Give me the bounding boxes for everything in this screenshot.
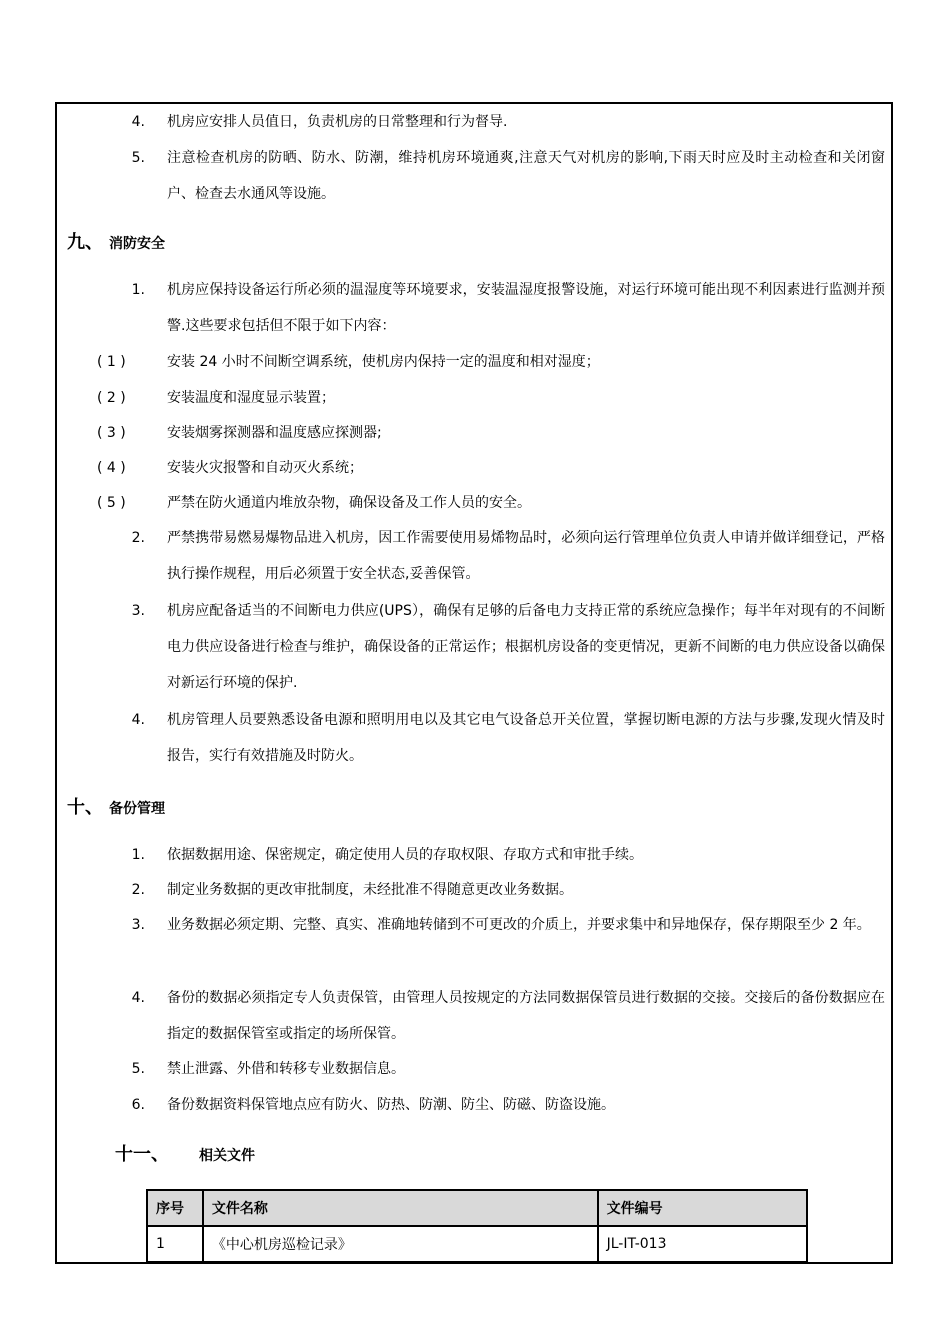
- item-number: 1.: [131, 282, 145, 298]
- subitem-text: 安装火灾报警和自动灭火系统；: [167, 460, 363, 476]
- table-cell: 1: [147, 1226, 203, 1262]
- subitem-text: 安装 24 小时不间断空调系统，使机房内保持一定的温度和相对湿度；: [167, 354, 600, 370]
- section-number: 十、: [67, 797, 103, 818]
- item-text: 注意检查机房的防晒、防水、防潮，维持机房环境通爽,注意天气对机房的影响,下雨天时应及时主动检查和关闭窗户、检查去水通风等设施。: [167, 150, 885, 202]
- item-number: 5.: [131, 150, 145, 166]
- item-text: 备份数据资料保管地点应有防火、防热、防潮、防尘、防磁、防盗设施。: [167, 1097, 615, 1113]
- subitem-text: 安装温度和湿度显示装置；: [167, 390, 335, 406]
- subitem-text: 安装烟雾探测器和温度感应探测器;: [167, 425, 382, 441]
- table-cell: JL-IT-013: [598, 1226, 807, 1262]
- document-frame: [55, 102, 893, 1264]
- item-text: 严禁携带易燃易爆物品进入机房，因工作需要使用易烯物品时，必须向运行管理单位负责人申请并做详细登记，严格执行操作规程，用后必须置于安全状态,妥善保管。: [167, 530, 885, 582]
- section-heading: [67, 228, 165, 254]
- subitem-text: 严禁在防火通道内堆放杂物，确保设备及工作人员的安全。: [167, 495, 531, 511]
- column-header: 序号: [147, 1190, 203, 1226]
- item-text: 机房应安排人员值日，负责机房的日常整理和行为督导.: [167, 114, 508, 130]
- section-number: 十一、: [115, 1144, 169, 1165]
- subitem-number: ( 3 ): [97, 425, 126, 441]
- subitem-number: ( 2 ): [97, 390, 126, 406]
- item-number: 4.: [131, 114, 145, 130]
- item-number: 4.: [131, 990, 145, 1006]
- section-number: 九、: [67, 232, 103, 253]
- column-header: 文件编号: [598, 1190, 807, 1226]
- table-row: [147, 1226, 807, 1262]
- item-number: 3.: [131, 917, 145, 933]
- table-cell: 《中心机房巡检记录》: [203, 1226, 598, 1262]
- item-number: 3.: [131, 603, 145, 619]
- item-text: 机房应保持设备运行所必须的温湿度等环境要求，安装温湿度报警设施，对运行环境可能出现不利因素进行监测并预警.这些要求包括但不限于如下内容：: [167, 282, 885, 334]
- item-text: 机房管理人员要熟悉设备电源和照明用电以及其它电气设备总开关位置，掌握切断电源的方法与步骤,发现火情及时报告，实行有效措施及时防火。: [167, 712, 885, 764]
- item-number: 6.: [131, 1097, 145, 1113]
- item-text: 制定业务数据的更改审批制度，未经批准不得随意更改业务数据。: [167, 882, 573, 898]
- table-header-row: [147, 1190, 807, 1226]
- item-text: 业务数据必须定期、完整、真实、准确地转储到不可更改的介质上，并要求集中和异地保存，保存期限至少 2 年。: [167, 917, 871, 933]
- section-heading: [67, 793, 165, 819]
- item-text: 备份的数据必须指定专人负责保管，由管理人员按规定的方法同数据保管员进行数据的交接。交接后的备份数据应在指定的数据保管室或指定的场所保管。: [167, 990, 885, 1042]
- item-number: 5.: [131, 1061, 145, 1077]
- column-header: 文件名称: [203, 1190, 598, 1226]
- item-text: 依据数据用途、保密规定，确定使用人员的存取权限、存取方式和审批手续。: [167, 847, 643, 863]
- item-number: 4.: [131, 712, 145, 728]
- item-text: 禁止泄露、外借和转移专业数据信息。: [167, 1061, 405, 1077]
- item-number: 2.: [131, 530, 145, 546]
- subitem-number: ( 1 ): [97, 354, 126, 370]
- section-title: 相关文件: [199, 1148, 255, 1164]
- item-number: 2.: [131, 882, 145, 898]
- section-heading: [115, 1140, 255, 1166]
- item-number: 1.: [131, 847, 145, 863]
- related-files-table: [146, 1189, 808, 1263]
- subitem-number: ( 4 ): [97, 460, 126, 476]
- item-text: 机房应配备适当的不间断电力供应(UPS），确保有足够的后备电力支持正常的系统应急操作；每半年对现有的不间断电力供应设备进行检查与维护，确保设备的正常运作；根据机房设备的变更情况，更新不间断的电力供应设备以确保对新运行环境的保护.: [167, 603, 885, 691]
- section-title: 消防安全: [109, 236, 165, 252]
- subitem-number: ( 5 ): [97, 495, 126, 511]
- section-title: 备份管理: [109, 801, 165, 817]
